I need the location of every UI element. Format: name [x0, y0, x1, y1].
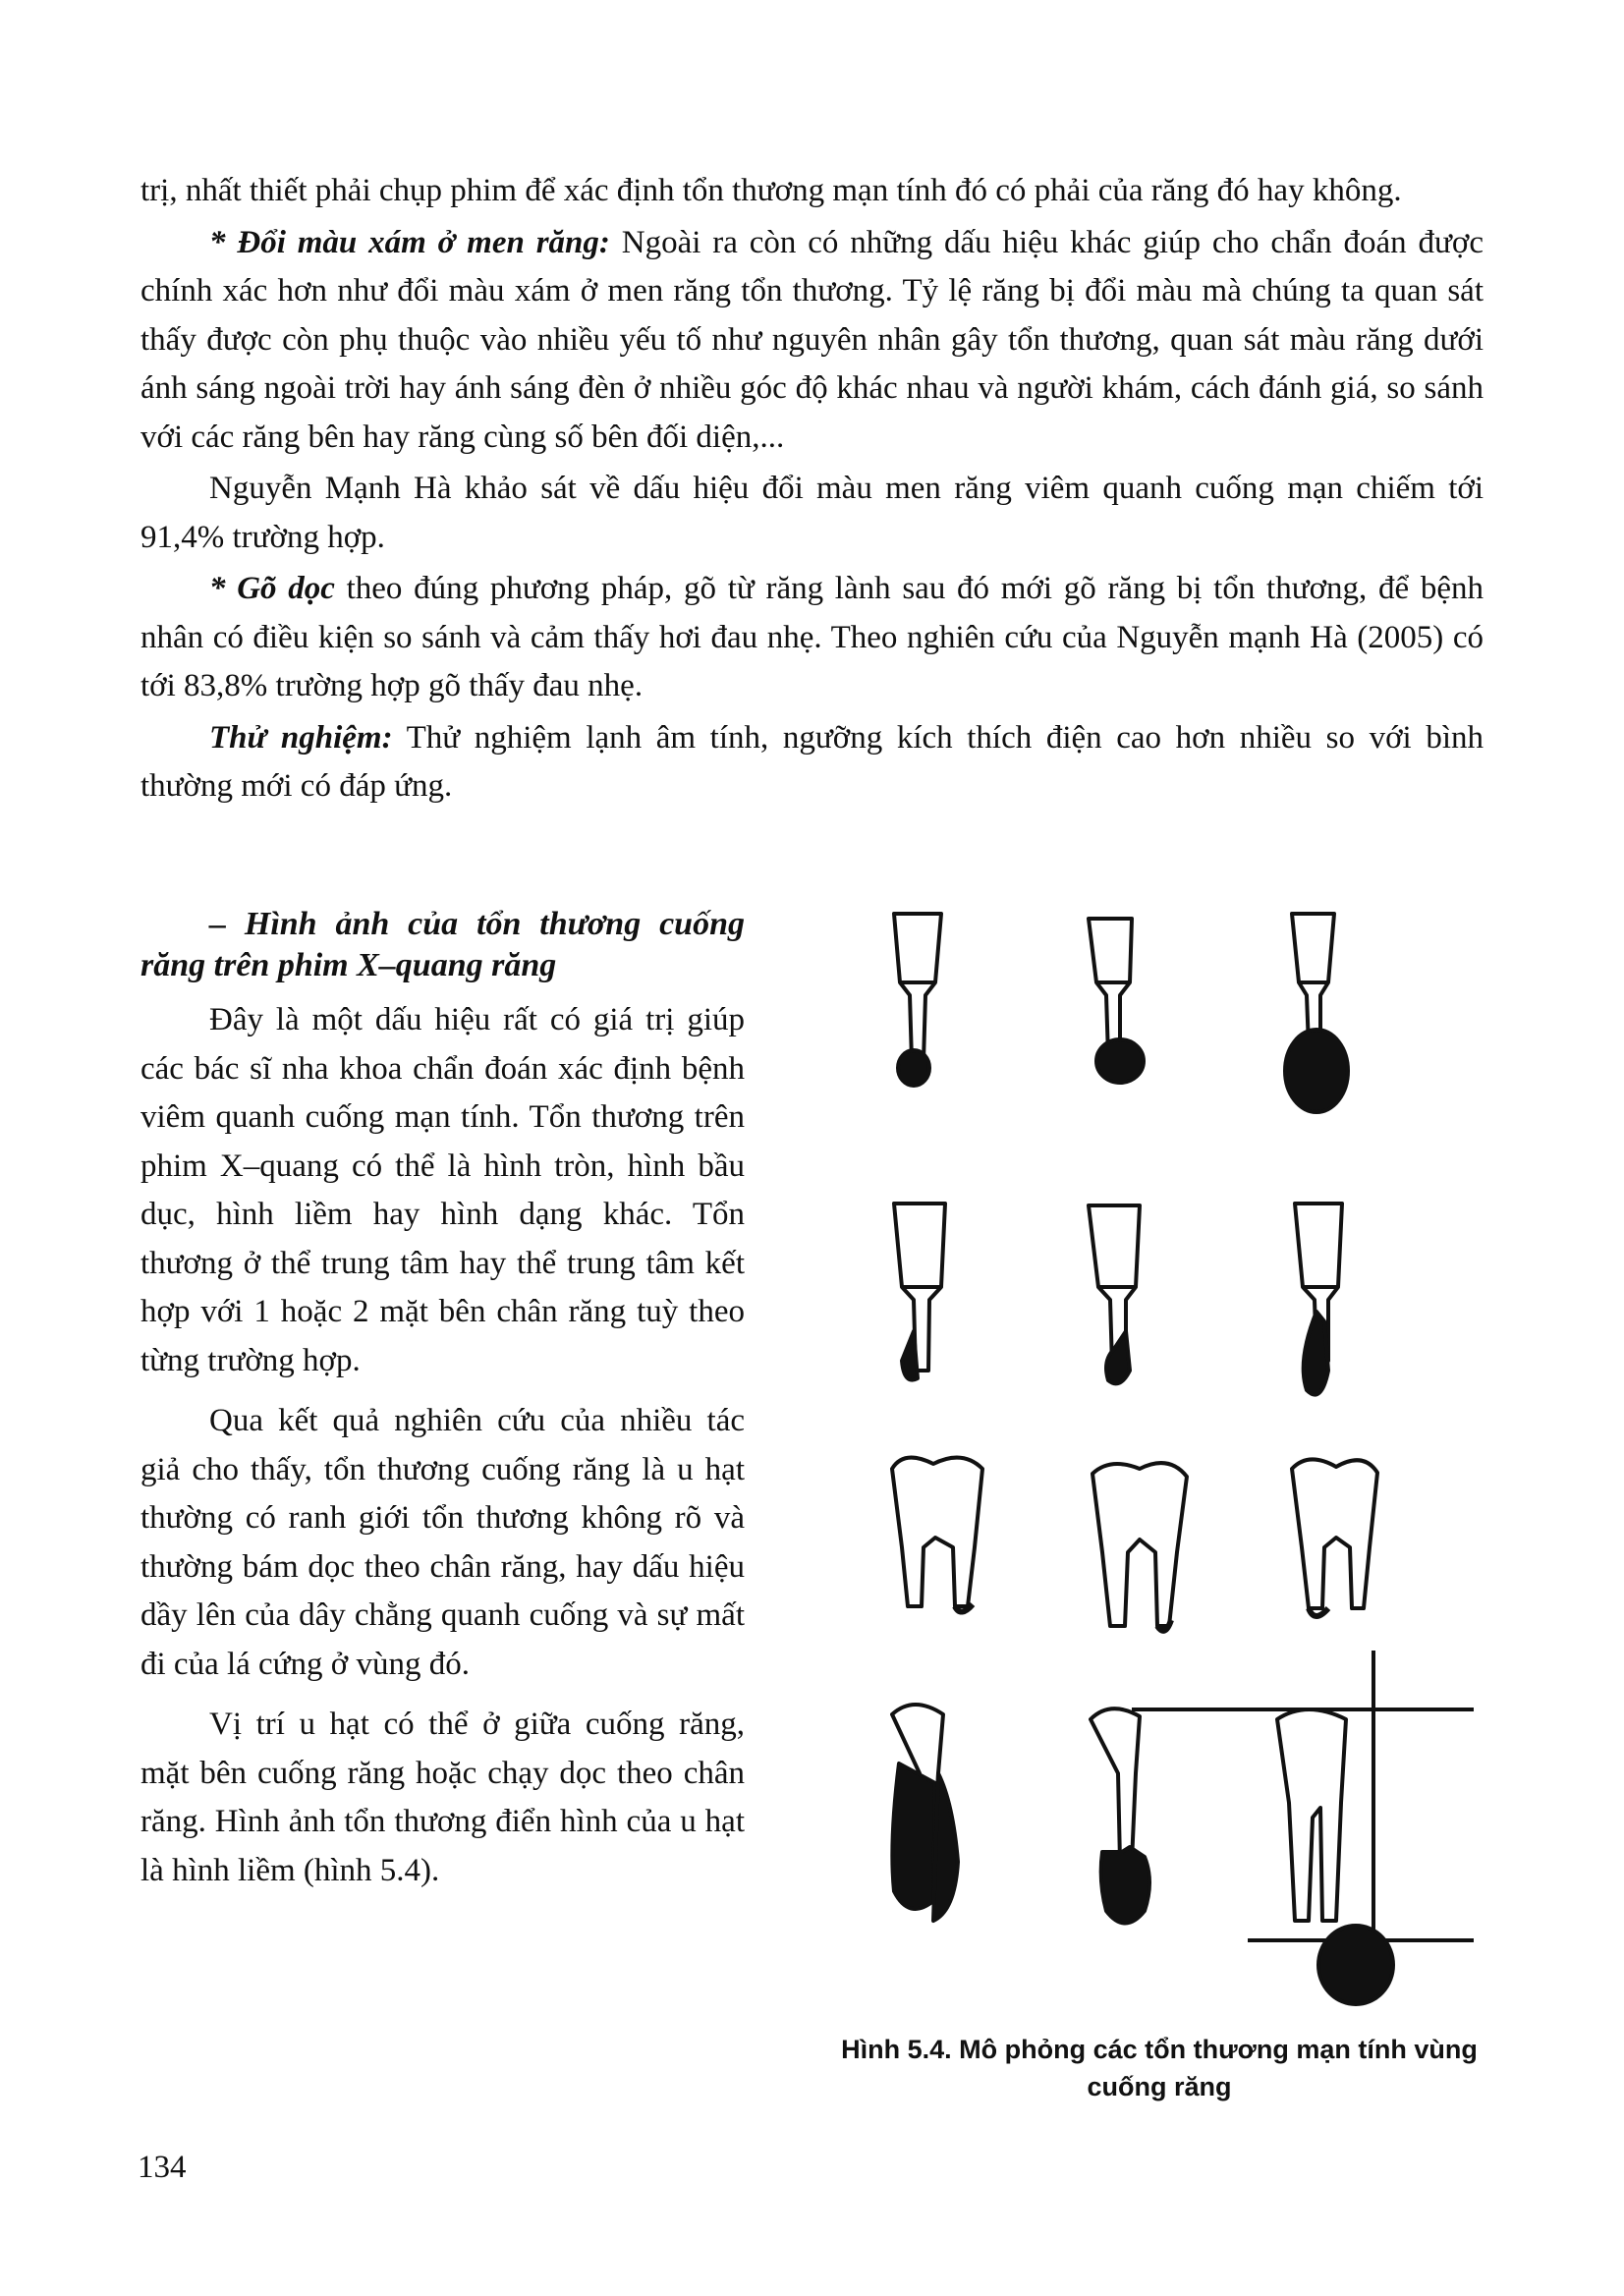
tooth-row1-3 [1285, 914, 1348, 1112]
tooth-row2-1 [894, 1204, 945, 1380]
grey-enamel-text: Ngoài ra còn có những dấu hiệu khác giúp cho chẩn đoán được chính xác hơn như đổi màu xám ở men răng tổn thương. Tỷ lệ răng bị đổi màu mà chúng ta quan sát thấy được còn phụ thuộc vào nhiều yếu tố như nguyên nhân gây tổn thương, quan sát màu răng dưới ánh sáng ngoài trời hay ánh sáng đèn ở nhiều góc độ khác nhau và người khám, cách đánh giá, so sánh với các răng bên hay răng cùng số bên đối diện,... [140, 224, 1484, 455]
section-heading: – Hình ảnh của tổn thương cuống răng trên phim X–quang răng [140, 906, 745, 983]
grey-enamel-label: * Đổi màu xám ở men răng: [209, 224, 610, 260]
test-label: Thử nghiệm: [209, 719, 393, 756]
tooth-row3-1 [892, 1458, 982, 1612]
tooth-row4-2 [1091, 1708, 1149, 1923]
paragraph-1: trị, nhất thiết phải chụp phim để xác định tổn thương mạn tính đó có phải của răng đó hay không. [140, 173, 1402, 208]
left-paragraph-1: Đây là một dấu hiệu rất có giá trị giúp các bác sĩ nha khoa chẩn đoán xác định bệnh viêm quanh cuống mạn tính. Tổn thương trên phim X–quang có thể là hình tròn, hình bầu dục, hình liềm hay hình dạng khác. Tổn thương ở thể trung tâm hay thể trung tâm kết hợp với 1 hoặc 2 mặt bên chân răng tuỳ theo từng trường hợp. [140, 1002, 745, 1378]
figure-caption: Hình 5.4. Mô phỏng các tổn thương mạn tính vùng cuống răng [841, 2035, 1478, 2101]
tooth-row3-2 [1092, 1463, 1187, 1631]
tooth-row2-3 [1295, 1204, 1342, 1395]
tooth-row3-3 [1292, 1459, 1377, 1616]
percussion-text: theo đúng phương pháp, gõ từ răng lành sau đó mới gõ răng bị tổn thương, để bệnh nhân có điều kiện so sánh và cảm thấy hơi đau nhẹ. Theo nghiên cứu của Nguyễn mạnh Hà (2005) có tới 83,8% trường hợp gõ thấy đau nhẹ. [140, 571, 1484, 703]
page-number: 134 [138, 2150, 187, 2185]
paragraph-4 [140, 565, 1484, 711]
tooth-row2-2 [1089, 1205, 1140, 1383]
paragraph-2 [140, 219, 1484, 463]
tooth-row1-1 [894, 914, 941, 1086]
paragraph-5 [140, 714, 1484, 812]
figure-5-4 [845, 899, 1474, 2009]
tooth-row1-2 [1089, 919, 1144, 1083]
tooth-lesion-illustration [845, 899, 1474, 2009]
left-paragraph-3: Vị trí u hạt có thể ở giữa cuống răng, mặt bên cuống răng hoặc chạy dọc theo chân răng. Hình ảnh tổn thương điển hình của u hạt là hình liềm (hình 5.4). [140, 1707, 745, 1888]
tooth-row4-3 [1132, 1651, 1474, 2004]
paragraph-3: Nguyễn Mạnh Hà khảo sát về dấu hiệu đổi màu men răng viêm quanh cuống mạn chiếm tới 91,4% trường hợp. [140, 471, 1484, 555]
body-text [140, 167, 1484, 814]
tooth-row4-1 [892, 1705, 958, 1921]
percussion-label: * Gõ dọc [209, 571, 335, 606]
left-column [140, 904, 745, 1907]
left-paragraph-2: Qua kết quả nghiên cứu của nhiều tác giả cho thấy, tổn thương cuống răng là u hạt thường có ranh giới tổn thương không rõ và thường bám dọc theo chân răng, hay dấu hiệu dầy lên của dây chằng quanh cuống và sự mất đi của lá cứng ở vùng đó. [140, 1403, 745, 1682]
test-text: Thử nghiệm lạnh âm tính, ngưỡng kích thích điện cao hơn nhiều so với bình thường mới có đáp ứng. [140, 719, 1484, 804]
